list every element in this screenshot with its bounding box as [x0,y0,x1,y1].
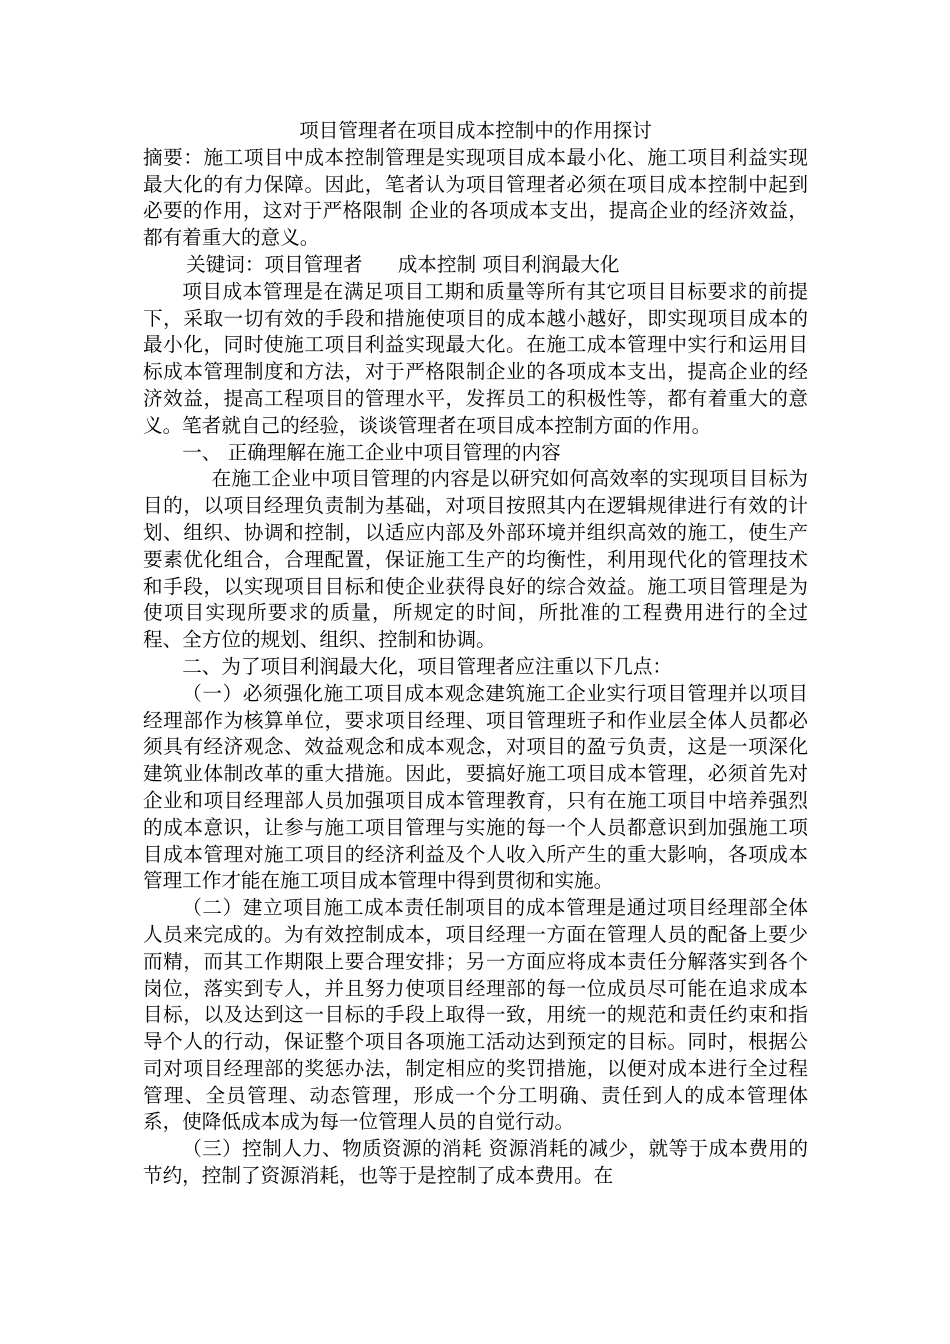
intro-paragraph: 项目成本管理是在满足项目工期和质量等所有其它项目目标要求的前提下，采取一切有效的手段和措施使项目的成本越小越好，即实现项目成本的最小化，同时使施工项目利益实现最大化。在施工成本管理中实行和运用目标成本管理制度和方法，对于严格限制企业的各项成本支出，提高企业的经济效益，提高工程项目的管理水平，发挥员工的积极性等，都有着重大的意义。笔者就自己的经验，谈谈管理者在项目成本控制方面的作用。 [143,279,808,437]
keywords-line [143,252,808,279]
section2-item-1: （一）必须强化施工项目成本观念建筑施工企业实行项目管理并以项目经理部作为核算单位，要求项目经理、项目管理班子和作业层全体人员都必须具有经济观念、效益观念和成本观念，对项目的盈亏负责，这是一项深化建筑业体制改革的重大措施。因此，要搞好施工项目成本管理，必须首先对企业和项目经理部人员加强项目成本管理教育，只有在施工项目中培养强烈的成本意识，让参与施工项目管理与实施的每一个人员都意识到加强施工项目成本管理对施工项目的经济利益及个人收入所产生的重大影响，各项成本管理工作才能在施工项目成本管理中得到贯彻和实施。 [143,681,808,893]
section2-item-3: （三）控制人力、物质资源的消耗 资源消耗的减少，就等于成本费用的节约，控制了资源消耗，也等于是控制了成本费用。在 [143,1137,808,1188]
section2-heading: 二、为了项目利润最大化，项目管理者应注重以下几点： [182,654,673,678]
document-page [143,118,808,1190]
section1-body: 在施工企业中项目管理的内容是以研究如何高效率的实现项目目标为目的，以项目经理负责制为基础，对项目按照其内在逻辑规律进行有效的计划、组织、协调和控制，以适应内部及外部环境并组织高效的施工，使生产要素优化组合，合理配置，保证施工生产的均衡性，利用现代化的管理技术和手段，以实现项目目标和使企业获得良好的综合效益。施工项目管理是为使项目实现所要求的质量，所规定的时间，所批准的工程费用进行的全过程、全方位的规划、组织、控制和协调。 [143,467,808,652]
section1-heading: 一、 正确理解在施工企业中项目管理的内容 [182,440,561,464]
keywords-rest: 成本控制 项目利润最大化 [397,252,620,276]
section2-item-2: （二）建立项目施工成本责任制项目的成本管理是通过项目经理部全体人员来完成的。为有效控制成本，项目经理一方面在管理人员的配备上要少而精，而其工作期限上要合理安排；另一方面应将成本责任分解落实到各个岗位，落实到专人，并且努力使项目经理部的每一位成员尽可能在追求成本目标，以及达到这一目标的手段上取得一致，用统一的规范和责任约束和指导个人的行动，保证整个项目各项施工活动达到预定的目标。同时，根据公司对项目经理部的奖惩办法，制定相应的奖罚措施，以便对成本进行全过程管理、全员管理、动态管理，形成一个分工明确、责任到人的成本管理体系，使降低成本成为每一位管理人员的自觉行动。 [143,896,808,1134]
abstract-paragraph: 摘要：施工项目中成本控制管理是实现项目成本最小化、施工项目利益实现最大化的有力保障。因此，笔者认为项目管理者必须在项目成本控制中起到必要的作用，这对于严格限制 企业的各项成本支出，提高企业的经济效益，都有着重大的意义。 [143,145,808,250]
keywords-label: 关键词：项目管理者 [186,252,363,276]
document-title: 项目管理者在项目成本控制中的作用探讨 [299,119,652,142]
